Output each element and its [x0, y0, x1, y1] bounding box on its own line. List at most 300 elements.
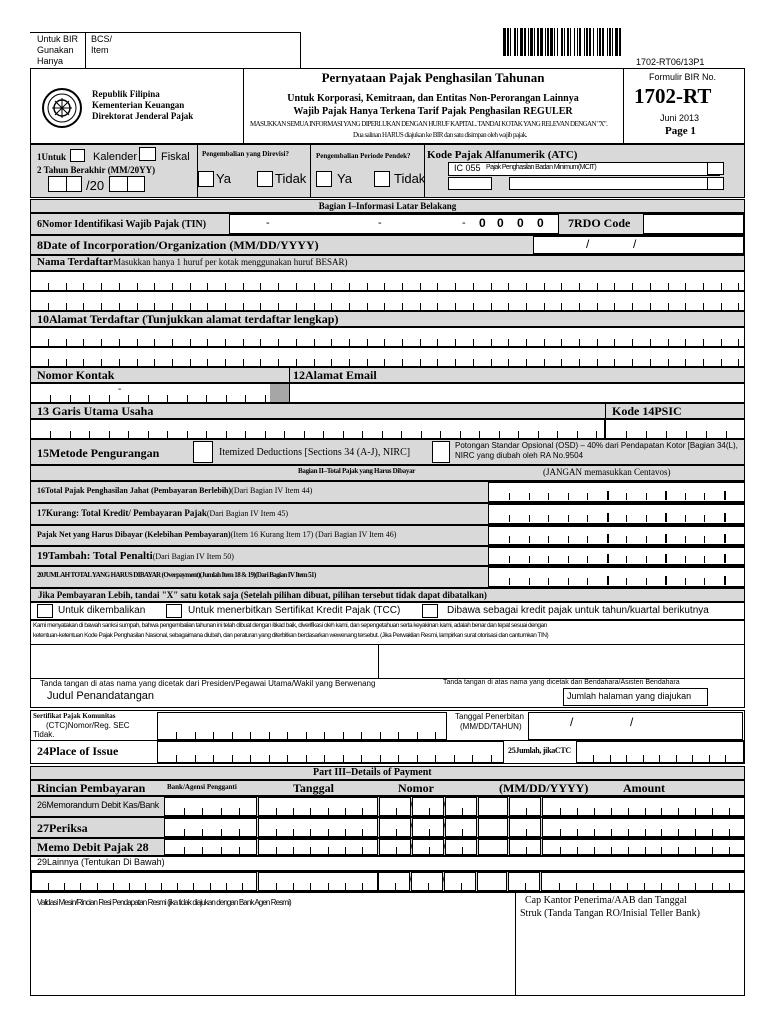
char-divider — [712, 847, 713, 854]
payment-row — [30, 838, 745, 856]
part1-title — [30, 199, 745, 213]
char-divider — [328, 847, 329, 854]
char-divider — [396, 808, 397, 815]
payment-field[interactable] — [164, 839, 257, 855]
digit-divider — [548, 493, 549, 500]
char-divider — [250, 732, 251, 739]
part2-amount-field[interactable] — [488, 482, 745, 502]
char-divider — [420, 303, 421, 310]
issue-date-label: Tanggal Penerbitan — [455, 712, 524, 721]
char-divider — [632, 359, 633, 366]
psic-label: Kode 14PSIC — [612, 404, 682, 418]
char-divider — [579, 339, 580, 346]
payment-field[interactable] — [410, 818, 447, 837]
payment-field[interactable] — [409, 872, 446, 891]
part2-row-label — [37, 550, 234, 562]
char-divider — [561, 283, 562, 290]
char-divider — [345, 847, 346, 854]
char-divider — [328, 808, 329, 815]
part1-title-text: Bagian I–Informasi Latar Belakang — [318, 201, 457, 211]
bcs-line2: Item — [91, 45, 109, 55]
char-divider — [473, 339, 474, 346]
part2-amount-field[interactable] — [488, 567, 745, 587]
char-divider — [726, 431, 727, 438]
short-yes-label: Ya — [337, 171, 352, 186]
char-divider — [276, 829, 277, 836]
char-divider — [225, 339, 226, 346]
declaration-line2: ketentuan-ketentuan Kode Pajak Penghasilan Nasional, sebagaimana diubah, dan peraturan yang diterbitkan berdasarkan wewenang tersebut. (Jika Perwakilan Resmi, lampirkan surat otorisasi dan cantumkan TIN) — [33, 632, 549, 639]
date-slash: / — [442, 874, 446, 886]
digit-divider — [685, 578, 686, 585]
atc-label: Kode Pajak Alfanumerik (ATC) — [427, 149, 578, 161]
char-divider — [462, 847, 463, 854]
payment-field[interactable] — [164, 818, 257, 837]
atc-code: IC 055 — [454, 163, 481, 173]
char-divider — [627, 883, 628, 890]
char-divider — [461, 883, 462, 890]
char-divider — [260, 359, 261, 366]
payment-field[interactable] — [542, 818, 745, 837]
payment-field[interactable] — [445, 839, 477, 855]
char-divider — [738, 359, 739, 366]
char-divider — [729, 808, 730, 815]
atc-empty-box-1[interactable] — [448, 177, 492, 190]
char-divider — [703, 283, 704, 290]
payment-field[interactable] — [509, 797, 541, 816]
char-divider — [137, 359, 138, 366]
amended-no-checkbox[interactable] — [257, 171, 273, 187]
payment-row-label: 27Periksa — [37, 820, 88, 835]
part2-amount-field[interactable] — [488, 547, 745, 565]
digit-divider — [568, 515, 569, 522]
year-suffix: /20 — [86, 178, 105, 193]
char-divider — [331, 359, 332, 366]
digit-divider — [529, 578, 530, 585]
part2-row-title: 16Total Pajak Penghasilan Jahat (Pembayaran Berlebih) — [37, 486, 232, 495]
issue-date-field[interactable] — [528, 712, 743, 740]
char-divider — [526, 303, 527, 310]
digit-divider — [548, 536, 549, 543]
char-divider — [614, 303, 615, 310]
char-divider — [193, 883, 194, 890]
short-period-question: Pengembalian Periode Pendek? — [316, 152, 411, 160]
char-divider — [695, 847, 696, 854]
char-divider — [508, 303, 509, 310]
payment-row-label: 29Lainnya (Tentukan Di Bawah) — [37, 857, 165, 867]
char-divider — [296, 339, 297, 346]
char-divider — [491, 755, 492, 762]
tin-dash-2: - — [378, 217, 382, 229]
address-label: 10Alamat Terdaftar (Tunjukkan alamat terdaftar lengkap) — [37, 312, 339, 326]
amended-yes-checkbox[interactable] — [198, 171, 214, 187]
char-divider — [148, 431, 149, 438]
bir-use-label — [37, 34, 78, 67]
osd-checkbox[interactable] — [432, 441, 450, 463]
char-divider — [725, 755, 726, 762]
char-divider — [278, 359, 279, 366]
email-field[interactable] — [289, 383, 745, 403]
digit-divider — [529, 556, 530, 563]
address-field-line1[interactable] — [30, 327, 745, 347]
psic-field[interactable] — [605, 419, 745, 439]
char-divider — [48, 359, 49, 366]
char-divider — [367, 339, 368, 346]
payment-field[interactable] — [477, 872, 507, 891]
char-divider — [435, 755, 436, 762]
digit-divider — [548, 556, 549, 563]
char-divider — [276, 808, 277, 815]
contact-field[interactable] — [30, 383, 289, 403]
char-divider — [97, 883, 98, 890]
name-field-line2[interactable] — [30, 291, 745, 311]
carry-over-checkbox[interactable] — [422, 604, 438, 618]
part2-row — [30, 566, 745, 588]
char-divider — [646, 431, 647, 438]
char-divider — [437, 283, 438, 290]
calendar-label: Kalender — [93, 151, 138, 163]
char-divider — [260, 303, 261, 310]
ctc-amount-field[interactable] — [576, 741, 744, 763]
char-divider — [328, 829, 329, 836]
doi-slash-2: / — [633, 237, 637, 251]
payment-field[interactable] — [258, 797, 378, 816]
payment-field[interactable] — [542, 797, 745, 816]
char-divider — [661, 883, 662, 890]
char-divider — [225, 359, 226, 366]
payment-field[interactable] — [445, 797, 477, 816]
char-divider — [101, 283, 102, 290]
char-divider — [420, 283, 421, 290]
bcs-item-label — [91, 34, 112, 56]
short-yes-checkbox[interactable] — [316, 171, 332, 187]
part2-amount-field[interactable] — [488, 526, 745, 545]
part2-row-label — [37, 508, 288, 518]
payment-field[interactable] — [378, 872, 413, 891]
form-title: Pernyataan Pajak Penghasilan Tahunan — [321, 70, 545, 85]
name-label — [37, 256, 348, 268]
digit-divider — [509, 578, 510, 585]
amended-no-label: Tidak — [275, 171, 307, 186]
char-divider — [738, 339, 739, 346]
char-divider — [278, 283, 279, 290]
year-month-field[interactable] — [48, 176, 82, 192]
doi-field[interactable] — [533, 236, 744, 254]
tin-label: 6Nomor Identifikasi Wajib Pajak (TIN) — [37, 219, 207, 230]
contact-dash: - — [118, 384, 122, 395]
char-divider — [128, 395, 129, 402]
doi-slash-1: / — [586, 237, 590, 251]
payment-field[interactable] — [379, 839, 414, 855]
char-divider — [462, 829, 463, 836]
char-divider — [269, 755, 270, 762]
char-divider — [314, 303, 315, 310]
signature-right-area[interactable] — [379, 645, 744, 678]
col-bank: Bank/Agensi Pengganti — [167, 783, 237, 791]
pages-filed-label: Jumlah halaman yang diajukan — [567, 691, 692, 701]
char-divider — [398, 732, 399, 739]
signature-left-area[interactable] — [31, 645, 377, 678]
char-divider — [190, 303, 191, 310]
refund-checkbox[interactable] — [37, 604, 53, 618]
char-divider — [455, 303, 456, 310]
char-divider — [491, 359, 492, 366]
payment-field[interactable] — [379, 818, 414, 837]
char-divider — [314, 283, 315, 290]
rdo-field[interactable] — [643, 214, 744, 234]
char-divider — [276, 883, 277, 890]
atc-checkbox-2[interactable] — [707, 177, 724, 190]
char-divider — [396, 847, 397, 854]
char-divider — [628, 847, 629, 854]
char-divider — [560, 847, 561, 854]
char-divider — [207, 283, 208, 290]
char-divider — [685, 283, 686, 290]
char-divider — [440, 431, 441, 438]
payment-field[interactable] — [478, 818, 508, 837]
char-divider — [345, 883, 346, 890]
place-of-issue-field[interactable] — [157, 741, 504, 763]
char-divider — [678, 883, 679, 890]
digit-divider — [529, 536, 530, 543]
part2-row-label — [37, 530, 396, 539]
digit-divider — [704, 536, 705, 543]
char-divider — [154, 339, 155, 346]
char-divider — [661, 808, 662, 815]
form-no-label: Formulir BIR No. — [649, 72, 717, 82]
char-divider — [119, 303, 120, 310]
payment-field[interactable] — [410, 797, 447, 816]
fiscal-label: Fiskal — [161, 151, 190, 163]
char-divider — [260, 283, 261, 290]
payment-field[interactable] — [410, 839, 447, 855]
payment-field[interactable] — [508, 872, 540, 891]
digit-divider — [724, 576, 726, 585]
part3-title: Part III–Details of Payment — [313, 767, 432, 778]
tin-dash-3: - — [462, 217, 466, 229]
char-divider — [314, 359, 315, 366]
form-code: 1702-RT06/13P1 — [636, 57, 705, 67]
char-divider — [645, 808, 646, 815]
char-divider — [232, 755, 233, 762]
itemized-checkbox[interactable] — [193, 441, 213, 463]
char-divider — [109, 395, 110, 402]
payment-field[interactable] — [445, 818, 477, 837]
char-divider — [269, 732, 270, 739]
atc-checkbox-1[interactable] — [707, 162, 724, 175]
payment-field[interactable] — [478, 797, 508, 816]
char-divider — [190, 339, 191, 346]
date-slash: / — [410, 799, 414, 811]
form-instruction1: MASUKKAN SEMUA INFORMASI YANG DIPERLUKAN DENGAN HURUF KAPITAL. TANDAI KOTAK YANG RELEVAN DENGAN "X". — [250, 120, 608, 128]
col-payment-detail: Rincian Pembayaran — [37, 781, 146, 795]
tin-branch-1: 0 — [497, 216, 504, 230]
char-divider — [577, 808, 578, 815]
char-divider — [362, 829, 363, 836]
char-divider — [287, 732, 288, 739]
digit-divider — [509, 515, 510, 522]
char-divider — [154, 303, 155, 310]
char-divider — [260, 339, 261, 346]
char-divider — [526, 283, 527, 290]
char-divider — [560, 808, 561, 815]
name-field-line1[interactable] — [30, 271, 745, 291]
part2-amount-field[interactable] — [488, 504, 745, 524]
char-divider — [611, 808, 612, 815]
bir-seal-icon — [42, 88, 82, 128]
char-divider — [437, 339, 438, 346]
char-divider — [579, 303, 580, 310]
digit-divider — [529, 515, 530, 522]
bir-use-line2: Gunakan — [37, 45, 74, 55]
char-divider — [80, 883, 81, 890]
bir-use-line3: Hanya — [37, 56, 64, 66]
char-divider — [685, 339, 686, 346]
payment-field[interactable] — [258, 872, 378, 891]
char-divider — [659, 755, 660, 762]
char-divider — [206, 395, 207, 402]
digit-divider — [724, 513, 726, 522]
item1-label: 1Untuk — [37, 152, 67, 162]
col-number: Nomor — [398, 781, 434, 795]
char-divider — [129, 883, 130, 890]
char-divider — [577, 431, 578, 438]
char-divider — [508, 359, 509, 366]
char-divider — [402, 359, 403, 366]
char-divider — [429, 829, 430, 836]
digit-divider — [568, 493, 569, 500]
payment-field[interactable] — [542, 839, 745, 855]
char-divider — [695, 829, 696, 836]
char-divider — [48, 303, 49, 310]
char-divider — [597, 283, 598, 290]
payment-field[interactable] — [258, 839, 378, 855]
payment-field[interactable] — [444, 872, 476, 891]
validation-area[interactable] — [31, 912, 514, 995]
char-divider — [167, 431, 168, 438]
item2-label: 2 Tahun Berakhir (MM/20YY) — [37, 165, 156, 175]
char-divider — [184, 829, 185, 836]
char-divider — [559, 883, 560, 890]
char-divider — [611, 847, 612, 854]
payment-field[interactable] — [509, 818, 541, 837]
payment-field[interactable] — [258, 818, 378, 837]
short-no-checkbox[interactable] — [374, 171, 390, 187]
char-divider — [213, 732, 214, 739]
payment-field[interactable] — [379, 797, 414, 816]
char-divider — [712, 883, 713, 890]
fiscal-checkbox[interactable] — [139, 147, 156, 161]
address-field-line2[interactable] — [30, 347, 745, 367]
char-divider — [293, 847, 294, 854]
char-divider — [187, 395, 188, 402]
char-divider — [560, 829, 561, 836]
char-divider — [361, 732, 362, 739]
email-label: 12Alamat Email — [293, 368, 377, 382]
digit-divider — [548, 515, 549, 522]
char-divider — [579, 283, 580, 290]
digit-divider — [685, 556, 686, 563]
stamp-label1: Cap Kantor Penerima/AAB dan Tanggal — [525, 895, 687, 906]
digit-divider — [665, 554, 667, 563]
digit-divider — [646, 536, 647, 543]
char-divider — [729, 829, 730, 836]
char-divider — [276, 847, 277, 854]
char-divider — [437, 359, 438, 366]
payment-field[interactable] — [31, 872, 257, 891]
payment-field[interactable] — [164, 797, 257, 816]
char-divider — [384, 283, 385, 290]
char-divider — [119, 359, 120, 366]
char-divider — [544, 359, 545, 366]
payment-field[interactable] — [541, 872, 745, 891]
char-divider — [328, 883, 329, 890]
char-divider — [544, 283, 545, 290]
date-slash: / — [410, 841, 414, 853]
col-date-format: (MM/DD/YYYY) — [499, 781, 589, 795]
char-divider — [293, 883, 294, 890]
digit-divider — [587, 556, 588, 563]
char-divider — [50, 431, 51, 438]
char-divider — [331, 339, 332, 346]
char-divider — [345, 808, 346, 815]
char-divider — [195, 732, 196, 739]
payment-field[interactable] — [478, 839, 508, 855]
date-slash: / — [443, 820, 447, 832]
business-label: 13 Garis Utama Usaha — [37, 404, 154, 418]
date-slash: / — [410, 820, 414, 832]
digit-divider — [685, 536, 686, 543]
tin-branch-2: 0 — [517, 216, 524, 230]
char-divider — [83, 283, 84, 290]
char-divider — [544, 303, 545, 310]
digit-divider — [704, 556, 705, 563]
atc-empty-box-2[interactable] — [509, 177, 720, 190]
char-divider — [597, 303, 598, 310]
char-divider — [226, 883, 227, 890]
char-divider — [594, 829, 595, 836]
rdo-label: 7RDO Code — [568, 216, 631, 230]
business-field[interactable] — [30, 419, 605, 439]
osd-label: Potongan Standar Opsional (OSD) – 40% dari Pendapatan Kotor [Bagian 34(L), NIRC yang diubah oleh RA No.9504 — [455, 441, 738, 460]
payment-row — [30, 856, 745, 871]
char-divider — [195, 755, 196, 762]
digit-divider — [626, 578, 627, 585]
date-slash: / — [409, 874, 413, 886]
char-divider — [184, 808, 185, 815]
char-divider — [703, 303, 704, 310]
payment-field[interactable] — [509, 839, 541, 855]
digit-divider — [704, 493, 705, 500]
char-divider — [310, 883, 311, 890]
char-divider — [402, 303, 403, 310]
calendar-checkbox[interactable] — [70, 149, 85, 162]
char-divider — [678, 829, 679, 836]
ctc-number-field[interactable] — [157, 712, 447, 740]
char-divider — [343, 755, 344, 762]
digit-divider — [626, 493, 627, 500]
char-divider — [626, 755, 627, 762]
char-divider — [729, 847, 730, 854]
tcc-checkbox[interactable] — [166, 604, 182, 618]
char-divider — [650, 303, 651, 310]
char-divider — [137, 303, 138, 310]
char-divider — [187, 431, 188, 438]
char-divider — [678, 808, 679, 815]
char-divider — [306, 755, 307, 762]
signature-right-caption: Tanda tangan di atas nama yang dicetak dari Bendahara/Asisten Bendahara — [443, 679, 680, 686]
tin-field[interactable] — [229, 214, 559, 234]
char-divider — [632, 303, 633, 310]
